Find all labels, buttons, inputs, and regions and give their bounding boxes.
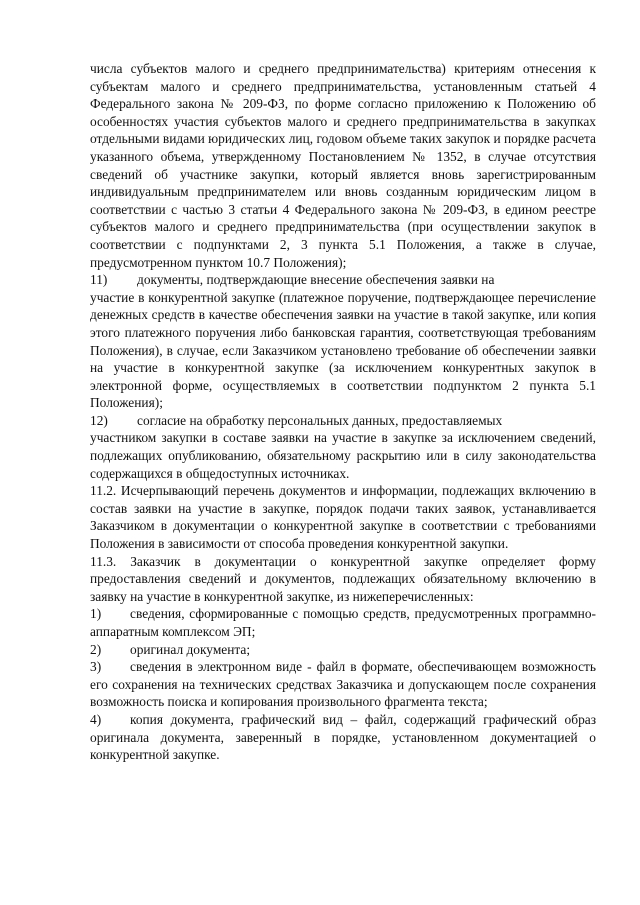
list-item <box>90 641 596 659</box>
document-page <box>90 60 596 764</box>
list-item-11-text: участие в конкурентной закупке (платежное поручение, подтверждающее перечисление денежных средств в качестве обеспечения заявки на участие в такой закупке, или копия этого платежного поручения либо банковская гарантия, соответствующая требованиям Положения), в случае, если Заказчиком установлено требование об обеспечении заявки на участие в конкурентной закупке (за исключением конкурентных закупок в электронной форме, осуществляемых в соответствии подпунктом 2 пункта 5.1 Положения); <box>90 289 596 411</box>
list-item <box>90 711 596 764</box>
list-item-number: 2) <box>90 641 102 657</box>
list-item-number: 4) <box>90 711 102 727</box>
list-item-number: 3) <box>90 659 102 675</box>
list-item-text: сведения, сформированные с помощью средств, предусмотренных программно-аппаратным комплексом ЭП; <box>90 606 596 639</box>
list-item-11-lead: документы, подтверждающие внесение обеспечения заявки на <box>137 272 495 288</box>
list-item-12-lead: согласие на обработку персональных данных, предоставляемых <box>137 412 503 428</box>
list-item <box>90 658 596 711</box>
list-item-11-number: 11) <box>90 272 108 288</box>
list-item-text: сведения в электронном виде - файл в формате, обеспечивающем возможность его сохранения на технических средствах Заказчика и допускающем после сохранения возможность поиска и копирования произвольного фрагмента текста; <box>90 659 596 710</box>
list-item-number: 1) <box>90 606 102 622</box>
list-item-text: оригинал документа; <box>130 641 251 657</box>
list-item-text: копия документа, графический вид – файл, содержащий графический образ оригинала документа, заверенный в порядке, установленном документацией о конкурентной закупке. <box>90 711 596 763</box>
paragraph-intro: числа субъектов малого и среднего предпринимательства) критериям отнесения к субъектам малого и среднего предпринимательства, установленным статьей 4 Федерального закона № 209-ФЗ, по форме согласно приложению к Положению об особенностях участия субъектов малого и среднего предпринимательства в закупках отдельными видами юридических лиц, годовом объеме таких закупок и порядке расчета указанного объема, утвержденному Постановлением № 1352, в случае отсутствия сведений об участнике закупки, который является вновь зарегистрированным индивидуальным предпринимателем или вновь созданным юридическим лицом в соответствии с частью 3 статьи 4 Федерального закона № 209-ФЗ, в едином реестре субъектов малого и среднего предпринимательства (при осуществлении закупок в соответствии с подпунктами 2, 3 пункта 5.1 Положения, а также в случае, предусмотренном пунктом 10.7 Положения); <box>90 61 596 270</box>
list-item-12 <box>90 412 596 482</box>
paragraph-11-3: 11.3. Заказчик в документации о конкурентной закупке определяет форму предоставления сведений и документов, подлежащих обязательному включению в заявку на участие в конкурентной закупке, из нижеперечисленных: <box>90 553 596 604</box>
list-item-12-number: 12) <box>90 412 108 428</box>
paragraph-11-2: 11.2. Исчерпывающий перечень документов и информации, подлежащих включению в состав заявки на участие в закупке, порядок подачи таких заявок, устанавливается Заказчиком в документации о конкурентной закупке в соответствии с требованиями Положения в зависимости от способа проведения конкурентной закупки. <box>90 483 596 552</box>
list-item-11-first-line <box>90 271 596 289</box>
list-item-12-text: участником закупки в составе заявки на участие в закупке за исключением сведений, подлежащих опубликованию, обязательному раскрытию или в силу законодательства содержащихся в общедоступных источниках. <box>90 430 596 481</box>
list-item <box>90 605 596 640</box>
list-item-12-first-line <box>90 412 596 430</box>
list-item-11 <box>90 271 596 412</box>
